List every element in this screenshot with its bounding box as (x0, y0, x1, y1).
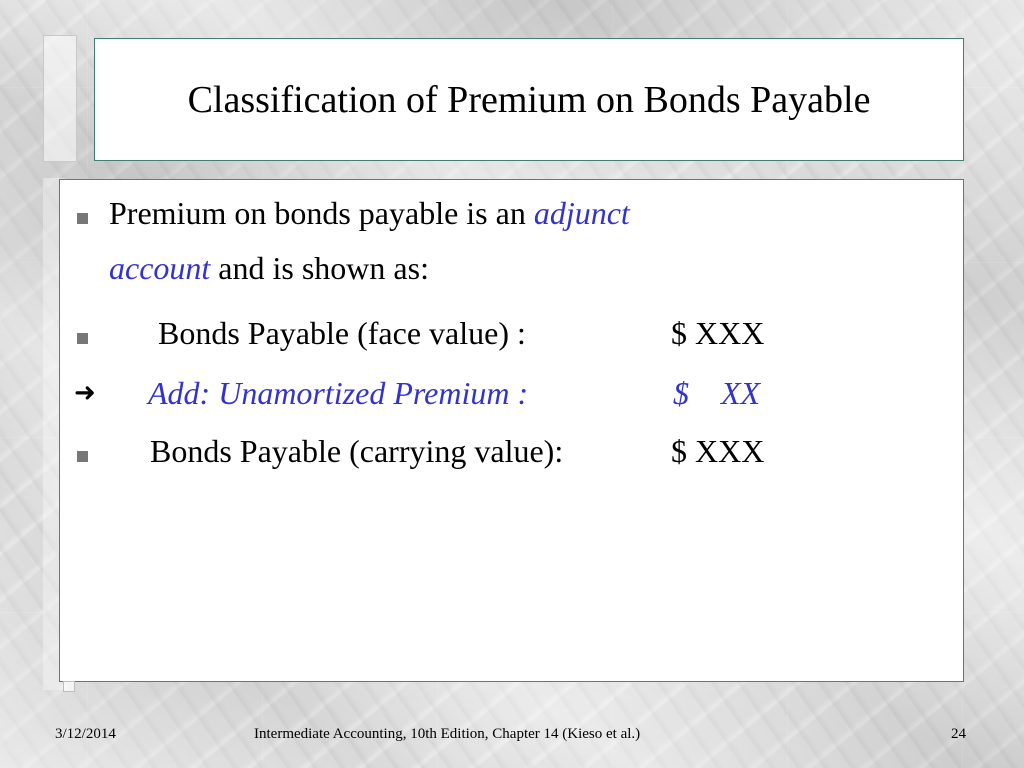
bullet-1-emphasis-1: adjunct (533, 195, 630, 231)
slide-title: Classification of Premium on Bonds Payable (187, 78, 871, 121)
row-1-label: Bonds Payable (face value) : (158, 315, 526, 351)
row-3-label: Bonds Payable (carrying value): (150, 433, 564, 469)
square-bullet-icon (77, 451, 88, 462)
arrow-right-icon: ➜ (74, 378, 96, 408)
title-box (94, 38, 964, 161)
bullet-1-text: Premium on bonds payable is an (109, 195, 526, 231)
bullet-1-line-2 (109, 250, 429, 287)
bullet-1-line-1 (109, 195, 630, 232)
square-bullet-icon (77, 213, 88, 224)
footer-page-number: 24 (951, 726, 966, 742)
row-2-amount: $ XX (673, 375, 761, 411)
row-1-amount: $ XXX (671, 315, 765, 351)
corner-square-decoration (63, 681, 75, 692)
square-bullet-icon (77, 333, 88, 344)
row-3-amount: $ XXX (671, 433, 765, 469)
footer-date: 3/12/2014 (55, 726, 116, 742)
content-box (59, 179, 964, 682)
footer-source: Intermediate Accounting, 10th Edition, Chapter 14 (Kieso et al.) (254, 726, 641, 742)
title-tab-decoration (43, 35, 77, 162)
bullet-1-emphasis-2: account (109, 250, 211, 286)
row-2-label: Add: Unamortized Premium : (148, 375, 529, 411)
bullet-1-text-after: and is shown as: (218, 250, 429, 286)
